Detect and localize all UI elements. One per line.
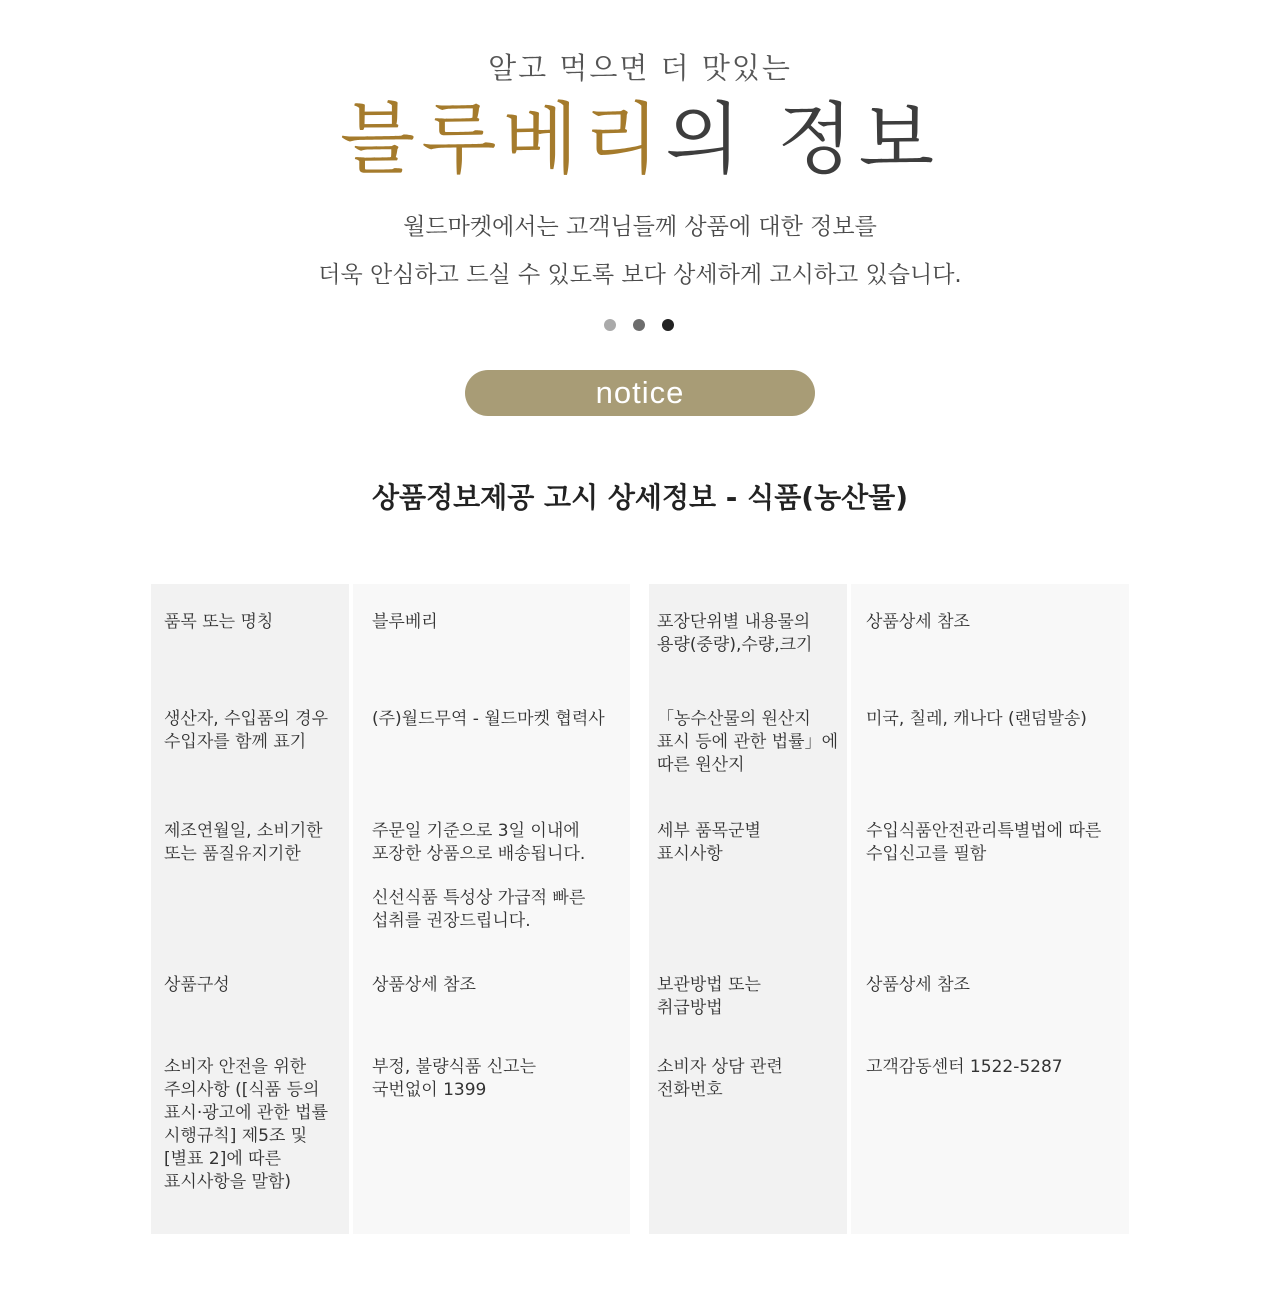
cell-text-line: 상품상세 참조	[866, 975, 970, 995]
cell-text-line: 섭취를 권장드립니다.	[372, 911, 531, 931]
table-cell-right-value	[866, 1056, 1063, 1079]
cell-text-line: 상품상세 참조	[866, 612, 970, 632]
table-cell-right-label	[657, 708, 838, 777]
cell-text-line: 포장단위별 내용물의	[657, 612, 811, 632]
cell-text-line: 소비자 상담 관련	[657, 1057, 783, 1077]
cell-text-line: 세부 품목군별	[657, 821, 761, 841]
cell-text-line: 국번없이 1399	[372, 1080, 487, 1100]
cell-text-line: 전화번호	[657, 1080, 723, 1100]
cell-text-line: 생산자, 수입품의 경우	[164, 709, 329, 729]
value-column-right	[851, 584, 1129, 1234]
cell-text-line: 포장한 상품으로 배송됩니다.	[372, 844, 586, 864]
cell-text-line: 표시 등에 관한 법률」에	[657, 732, 839, 752]
cell-text-line: 표시사항	[657, 844, 723, 864]
cell-text-line: 제조연월일, 소비기한	[164, 821, 323, 841]
table-cell-right-value	[866, 974, 970, 997]
cell-text-line: 수입식품안전관리특별법에 따른	[866, 821, 1102, 841]
cell-text-line: 주문일 기준으로 3일 이내에	[372, 821, 580, 841]
header-subtitle: 알고 먹으면 더 맛있는	[488, 51, 792, 85]
cell-text-line: 용량(중량),수량,크기	[657, 635, 813, 655]
cell-text-line: 신선식품 특성상 가급적 빠른	[372, 888, 586, 908]
table-cell-right-label	[657, 820, 761, 866]
cell-text-line: 수입자를 함께 표기	[164, 732, 307, 752]
table-cell-left-label	[164, 974, 230, 997]
cell-text-line: 소비자 안전을 위한	[164, 1057, 307, 1077]
table-cell-left-value	[372, 1056, 536, 1102]
cell-text-line: 품목 또는 명칭	[164, 612, 274, 632]
cell-text-line: 또는 품질유지기한	[164, 844, 301, 864]
cell-text-line: 블루베리	[372, 612, 438, 632]
cell-text-line: 보관방법 또는	[657, 975, 761, 995]
table-cell-right-label	[657, 1056, 783, 1102]
table-cell-right-value	[866, 820, 1101, 866]
cell-text-line: 부정, 불량식품 신고는	[372, 1057, 537, 1077]
cell-text-line: 시행규칙] 제5조 및	[164, 1126, 308, 1146]
table-cell-left-label	[164, 1056, 328, 1194]
table-cell-left-value	[372, 611, 438, 634]
cell-text-line: [별표 2]에 따른	[164, 1149, 281, 1169]
cell-text-line: (주)월드무역 - 월드마켓 협력사	[372, 709, 605, 729]
label-column-right	[649, 584, 847, 1234]
cell-text-line: 수입신고를 필함	[866, 844, 987, 864]
table-cell-right-label	[657, 974, 761, 1020]
cell-spacer	[372, 866, 585, 887]
table-cell-right-label	[657, 611, 812, 657]
table-cell-left-label	[164, 820, 323, 866]
page-title-rest: 의 정보	[665, 95, 941, 185]
carousel-dots	[604, 319, 674, 331]
header-description-line-2: 더욱 안심하고 드실 수 있도록 보다 상세하게 고시하고 있습니다.	[318, 262, 962, 288]
section-title: 상품정보제공 고시 상세정보 - 식품(농산물)	[371, 481, 909, 514]
cell-text-line: 「농수산물의 원산지	[657, 709, 811, 729]
carousel-dot-1[interactable]	[604, 319, 616, 331]
cell-text-line: 미국, 칠레, 캐나다 (랜덤발송)	[866, 709, 1087, 729]
carousel-dot-3[interactable]	[662, 319, 674, 331]
header-description-line-1: 월드마켓에서는 고객님들께 상품에 대한 정보를	[403, 214, 877, 240]
page-title	[0, 90, 1280, 190]
table-cell-left-value	[372, 820, 585, 933]
cell-text-line: 고객감동센터 1522-5287	[866, 1057, 1063, 1077]
table-cell-right-value	[866, 708, 1087, 731]
cell-text-line: 표시사항을 말함)	[164, 1172, 291, 1192]
notice-badge: notice	[465, 370, 815, 416]
cell-text-line: 주의사항 ([식품 등의	[164, 1080, 320, 1100]
cell-text-line: 따른 원산지	[657, 755, 745, 775]
cell-text-line: 취급방법	[657, 998, 723, 1018]
table-cell-left-value	[372, 708, 605, 731]
carousel-dot-2[interactable]	[633, 319, 645, 331]
page-title-accent: 블루베리	[339, 95, 666, 185]
cell-text-line: 상품구성	[164, 975, 230, 995]
table-cell-right-value	[866, 611, 970, 634]
table-cell-left-label	[164, 708, 328, 754]
table-cell-left-value	[372, 974, 476, 997]
table-cell-left-label	[164, 611, 273, 634]
cell-text-line: 표시·광고에 관한 법률	[164, 1103, 329, 1123]
cell-text-line: 상품상세 참조	[372, 975, 476, 995]
